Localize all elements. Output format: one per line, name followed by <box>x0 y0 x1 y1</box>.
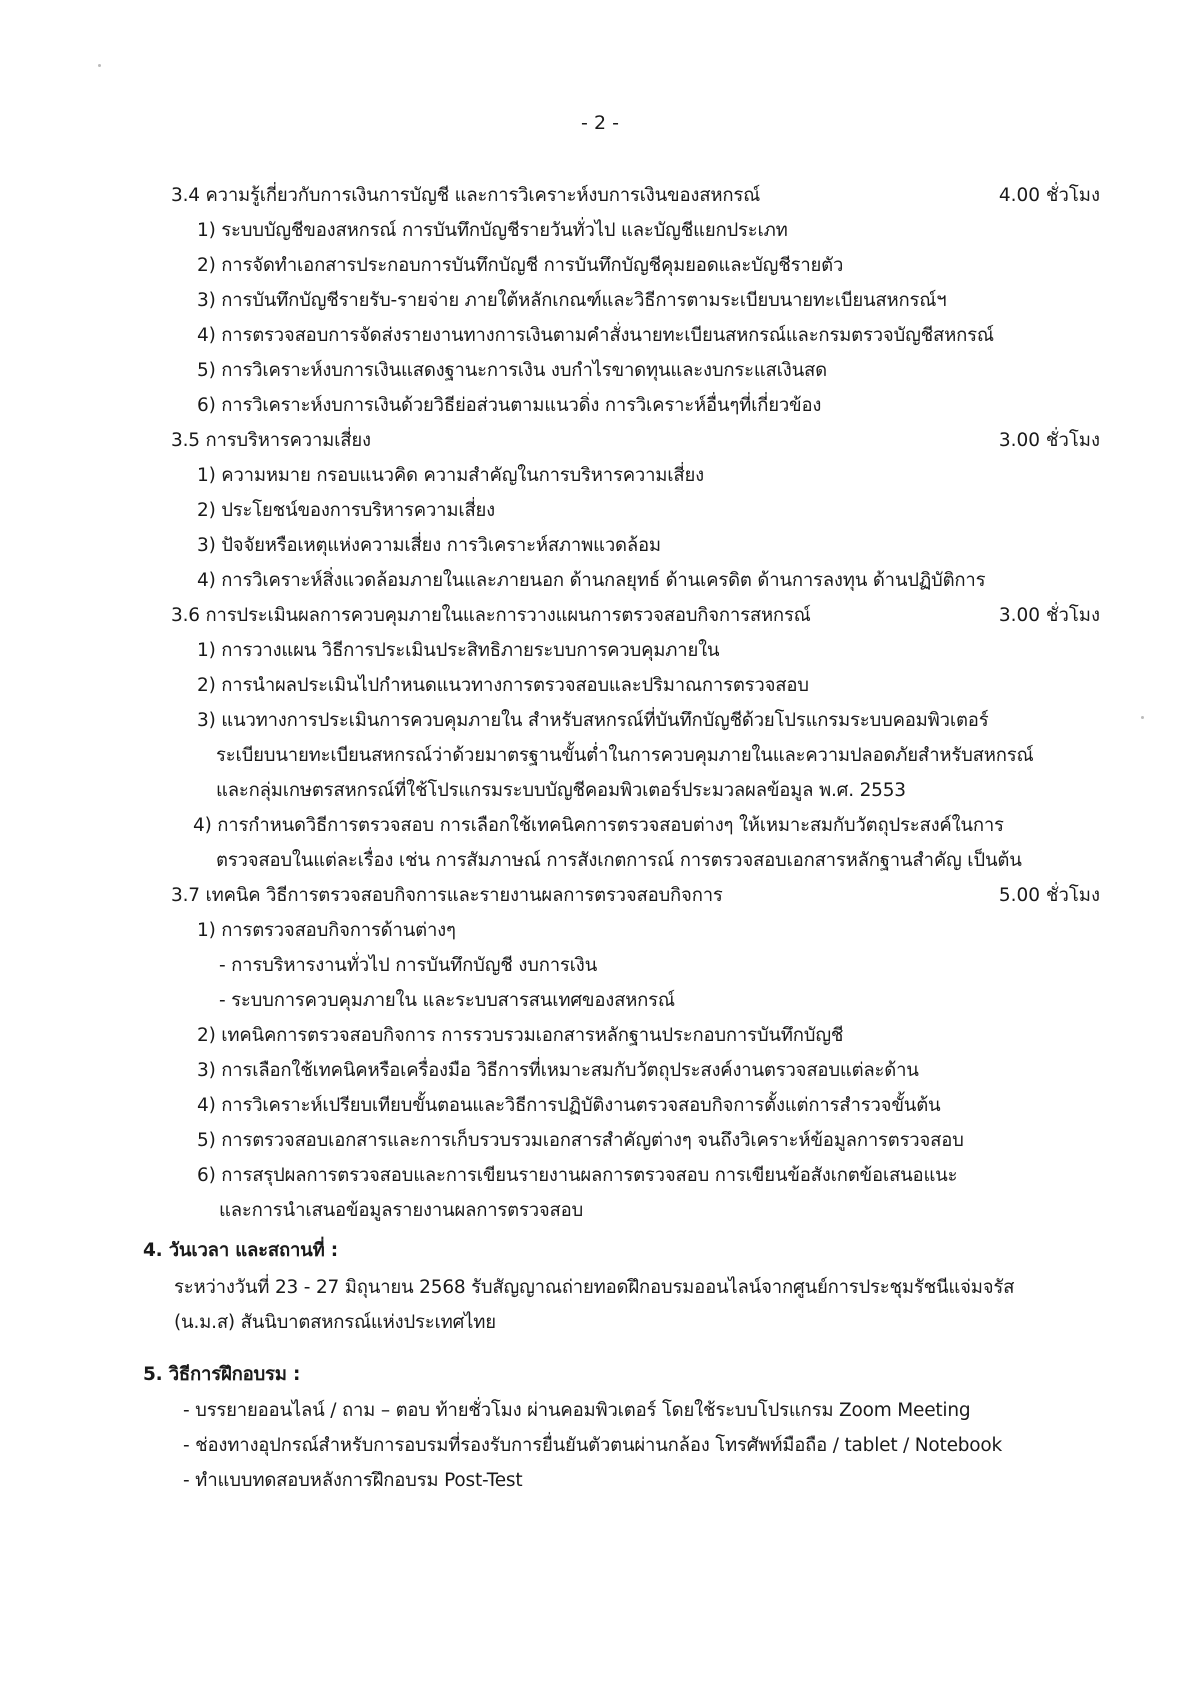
list-item: 4) การกำหนดวิธีการตรวจสอบ การเลือกใช้เทคนิคการตรวจสอบต่างๆ ให้เหมาะสมกับวัตถุประสงค์ในการ <box>193 815 1004 836</box>
list-item: 2) การจัดทำเอกสารประกอบการบันทึกบัญชี การบันทึกบัญชีคุมยอดและบัญชีรายตัว <box>197 255 844 276</box>
section-3-7-hours: 5.00 ชั่วโมง <box>998 885 1100 906</box>
page-number: - 2 - <box>581 112 619 134</box>
list-item-continuation: ระเบียบนายทะเบียนสหกรณ์ว่าด้วยมาตรฐานขั้นต่ำในการควบคุมภายในและความปลอดภัยสำหรับสหกรณ์ <box>216 745 1034 766</box>
list-item: 1) การวางแผน วิธีการประเมินประสิทธิภายระบบการควบคุมภายใน <box>197 640 720 661</box>
section-3-7-title: 3.7 เทคนิค วิธีการตรวจสอบกิจการและรายงานผลการตรวจสอบกิจการ <box>171 885 723 906</box>
list-item: 3) การเลือกใช้เทคนิคหรือเครื่องมือ วิธีการที่เหมาะสมกับวัตถุประสงค์งานตรวจสอบแต่ละด้าน <box>197 1060 919 1081</box>
list-item: 2) การนำผลประเมินไปกำหนดแนวทางการตรวจสอบและปริมาณการตรวจสอบ <box>197 675 809 696</box>
scan-speck <box>1141 716 1144 719</box>
sub-list-item: - ระบบการควบคุมภายใน และระบบสารสนเทศของสหกรณ์ <box>219 990 675 1011</box>
list-item: 2) เทคนิคการตรวจสอบกิจการ การรวบรวมเอกสารหลักฐานประกอบการบันทึกบัญชี <box>197 1025 844 1046</box>
list-item: 4) การตรวจสอบการจัดส่งรายงานทางการเงินตามคำสั่งนายทะเบียนสหกรณ์และกรมตรวจบัญชีสหกรณ์ <box>197 325 994 346</box>
list-item: 3) ปัจจัยหรือเหตุแห่งความเสี่ยง การวิเคราะห์สภาพแวดล้อม <box>197 535 661 556</box>
list-item: 4) การวิเคราะห์สิ่งแวดล้อมภายในและภายนอก ด้านกลยุทธ์ ด้านเครดิต ด้านการลงทุน ด้านปฏิบัติการ <box>197 570 986 591</box>
list-item: 4) การวิเคราะห์เปรียบเทียบขั้นตอนและวิธีการปฏิบัติงานตรวจสอบกิจการตั้งแต่การสำรวจขั้นต้น <box>197 1095 941 1116</box>
section-3-5-title: 3.5 การบริหารความเสี่ยง <box>171 430 371 451</box>
section-3-6-title: 3.6 การประเมินผลการควบคุมภายในและการวางแผนการตรวจสอบกิจการสหกรณ์ <box>171 605 811 626</box>
list-item: 5) การตรวจสอบเอกสารและการเก็บรวบรวมเอกสารสำคัญต่างๆ จนถึงวิเคราะห์ข้อมูลการตรวจสอบ <box>197 1130 964 1151</box>
bullet-line: - ทำแบบทดสอบหลังการฝึกอบรม Post-Test <box>183 1470 523 1491</box>
list-item: 1) การตรวจสอบกิจการด้านต่างๆ <box>197 920 456 941</box>
list-item: 3) การบันทึกบัญชีรายรับ-รายจ่าย ภายใต้หลักเกณฑ์และวิธีการตามระเบียบนายทะเบียนสหกรณ์ฯ <box>197 290 947 311</box>
list-item-continuation: ตรวจสอบในแต่ละเรื่อง เช่น การสัมภาษณ์ การสังเกตการณ์ การตรวจสอบเอกสารหลักฐานสำคัญ เป็นต้น <box>216 850 1022 871</box>
sub-list-item: - การบริหารงานทั่วไป การบันทึกบัญชี งบการเงิน <box>219 955 598 976</box>
list-item: 5) การวิเคราะห์งบการเงินแสดงฐานะการเงิน งบกำไรขาดทุนและงบกระแสเงินสด <box>197 360 827 381</box>
list-item: 6) การวิเคราะห์งบการเงินด้วยวิธีย่อส่วนตามแนวดิ่ง การวิเคราะห์อื่นๆที่เกี่ยวข้อง <box>197 395 822 416</box>
bullet-line: - ช่องทางอุปกรณ์สำหรับการอบรมที่รองรับการยื่นยันตัวตนผ่านกล้อง โทรศัพท์มือถือ / tablet / Notebook <box>183 1435 1003 1456</box>
list-item: 3) แนวทางการประเมินการควบคุมภายใน สำหรับสหกรณ์ที่บันทึกบัญชีด้วยโปรแกรมระบบคอมพิวเตอร์ <box>197 710 989 731</box>
section-3-4-title: 3.4 ความรู้เกี่ยวกับการเงินการบัญชี และการวิเคราะห์งบการเงินของสหกรณ์ <box>171 185 761 206</box>
section-3-6-hours: 3.00 ชั่วโมง <box>998 605 1100 626</box>
list-item: 6) การสรุปผลการตรวจสอบและการเขียนรายงานผลการตรวจสอบ การเขียนข้อสังเกตข้อเสนอแนะ <box>197 1165 958 1186</box>
section-4-heading: 4. วันเวลา และสถานที่ : <box>143 1240 339 1261</box>
list-item-continuation: และกลุ่มเกษตรสหกรณ์ที่ใช้โปรแกรมระบบบัญชีคอมพิวเตอร์ประมวลผลข้อมูล พ.ศ. 2553 <box>216 780 906 801</box>
list-item: 2) ประโยชน์ของการบริหารความเสี่ยง <box>197 500 496 521</box>
section-3-5-hours: 3.00 ชั่วโมง <box>998 430 1100 451</box>
section-5-heading: 5. วิธีการฝึกอบรม : <box>143 1364 301 1385</box>
section-3-4-hours: 4.00 ชั่วโมง <box>998 185 1100 206</box>
paragraph-line: ระหว่างวันที่ 23 - 27 มิถุนายน 2568 รับสัญญาณถ่ายทอดฝึกอบรมออนไลน์จากศูนย์การประชุมรัชนีแจ่มจรัส <box>174 1277 1015 1298</box>
list-item: 1) ระบบบัญชีของสหกรณ์ การบันทึกบัญชีรายวันทั่วไป และบัญชีแยกประเภท <box>197 220 788 241</box>
list-item-continuation: และการนำเสนอข้อมูลรายงานผลการตรวจสอบ <box>219 1200 584 1221</box>
scan-speck <box>98 64 101 67</box>
list-item: 1) ความหมาย กรอบแนวคิด ความสำคัญในการบริหารความเสี่ยง <box>197 465 704 486</box>
bullet-line: - บรรยายออนไลน์ / ถาม – ตอบ ท้ายชั่วโมง ผ่านคอมพิวเตอร์ โดยใช้ระบบโปรแกรม Zoom Meeting <box>183 1400 971 1421</box>
paragraph-line: (น.ม.ส) สันนิบาตสหกรณ์แห่งประเทศไทย <box>174 1312 496 1333</box>
